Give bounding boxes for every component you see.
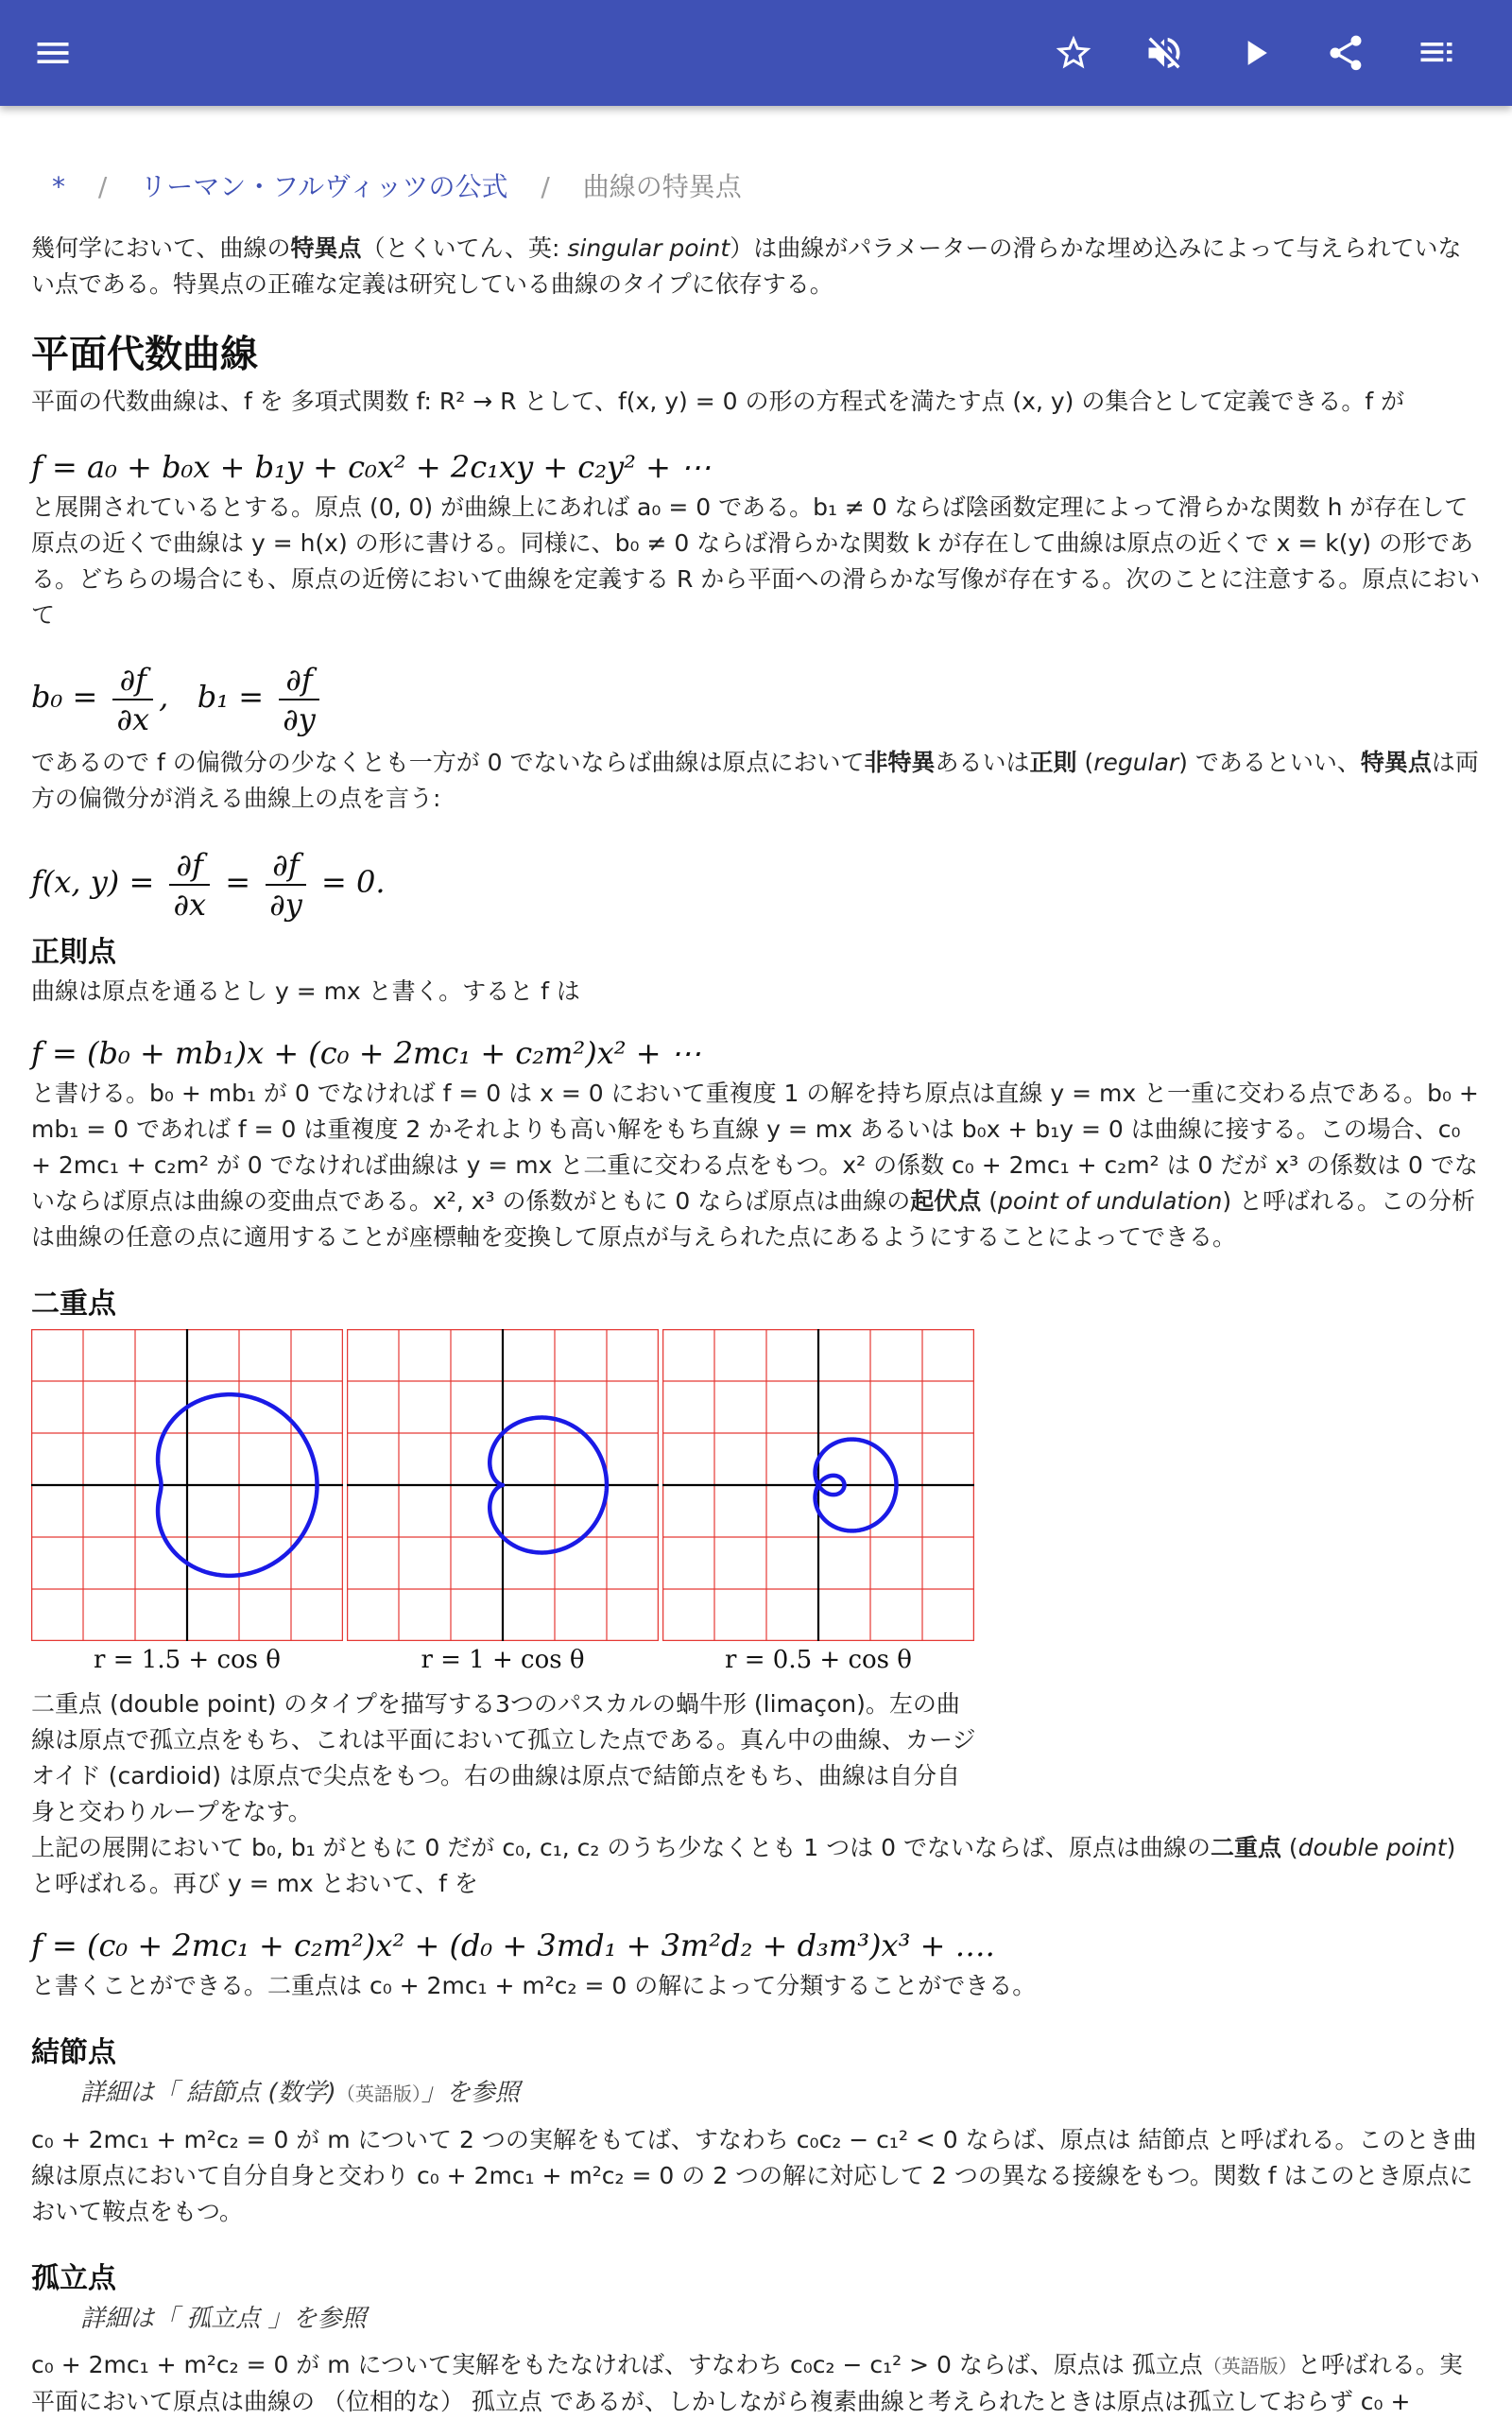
section-heading-regular-points: 正則点 — [31, 936, 116, 969]
node-paragraph: c₀ + 2mc₁ + m²c₂ = 0 が m について 2 つの実解をもてば、すなわち c₀c₂ − c₁² < 0 ならば、原点は 結節点 と呼ばれる。このとき曲線は原点において自分自身と交わり c₀ + 2mc₁ + m²c₂ = 0 の 2 つの解に対応して 2 つの異なる接線をもつ。関数 f はこのとき原点において鞍点をもつ。 — [31, 2126, 1477, 2225]
limacon-caption: r = 1.5 + cos θ — [94, 1646, 281, 1674]
breadcrumb-current: 曲線の特異点 — [582, 171, 742, 202]
breadcrumb-separator: / — [541, 171, 550, 202]
section-heading-isolated-point: 孤立点 — [31, 2262, 116, 2295]
section-heading-plane-curves: 平面代数曲線 — [31, 333, 258, 376]
mute-button[interactable] — [1138, 26, 1191, 79]
figure-description: 二重点 (double point) のタイプを描写する3つのパスカルの蝸牛形 (limaçon)。左の曲線は原点で孤立点をもち、これは平面において孤立した点である。真ん中の曲線、カージオイド (cardioid) は原点で尖点をもつ。右の曲線は原点で結節点をもち、曲線は自分自身と交わりループをなす。 — [31, 1690, 976, 1825]
limacon-panel — [31, 1329, 343, 1679]
article-content — [31, 159, 1481, 2420]
limacon-plot-3 — [662, 1329, 974, 1641]
plane-paragraph-2: と展開されているとする。原点 (0, 0) が曲線上にあれば a₀ = 0 である。b₁ ≠ 0 ならば陰函数定理によって滑らかな関数 h が存在して原点の近くで曲線は y = h(x) の形に書ける。同様に、b₀ ≠ 0 ならば滑らかな関数 k が存在して曲線は原点の近くで x = k(y) の形である。どちらの場合にも、原点の近傍において曲線を定義する R から平面への滑らかな写像が存在する。次のことに注意する。原点において — [31, 493, 1481, 629]
plane-paragraph-3: であるので f の偏微分の少なくとも一方が 0 でないならば曲線は原点において非特異あるいは正則 (regular) であるといい、特異点は両方の偏微分が消える曲線上の点を言う: — [31, 749, 1479, 812]
play-icon — [1234, 32, 1276, 74]
regular-paragraph-1: 曲線は原点を通るとし y = mx と書く。すると f は — [31, 977, 580, 1005]
double-paragraph-1: 上記の展開において b₀, b₁ がともに 0 だが c₀, c₁, c₂ のうち少なくとも 1 つは 0 でないならば、原点は曲線の二重点 (double point) と呼ばれる。再び y = mx とおいて、f を — [31, 1834, 1456, 1897]
limacon-caption: r = 1 + cos θ — [421, 1646, 585, 1674]
list-icon — [1416, 32, 1457, 74]
limacon-figure — [31, 1329, 1481, 1679]
bookmark-button[interactable] — [1047, 26, 1100, 79]
limacon-panel — [347, 1329, 659, 1679]
app-bar — [0, 0, 1512, 106]
star-outline-icon — [1053, 32, 1094, 74]
breadcrumb-separator: / — [97, 171, 108, 202]
equation-partials: b₀ = $\frac{\partial f}{\partial x}$ , b₁ = $\frac{\partial f}{\partial y}$ — [31, 654, 1481, 745]
see-also-isolated[interactable]: 詳細は「 孤立点 」を参照 — [80, 2305, 367, 2333]
menu-icon — [32, 32, 74, 74]
equation-double-point: f = (c₀ + 2mc₁ + c₂m²)x² + (d₀ + 3md₁ + 3m²d₂ + d₃m³)x³ + …. — [31, 1927, 995, 1963]
equation-regular: f = (b₀ + mb₁)x + (c₀ + 2mc₁ + c₂m²)x² + ⋯ — [31, 1035, 701, 1071]
toc-button[interactable] — [1410, 26, 1463, 79]
equation-singular-condition: f(x, y) = $\frac{\partial f}{\partial x}$ = $\frac{\partial f}{\partial y}$ = 0. — [31, 846, 386, 923]
menu-button[interactable] — [26, 26, 79, 79]
play-button[interactable] — [1228, 26, 1281, 79]
double-paragraph-2: と書くことができる。二重点は c₀ + 2mc₁ + m²c₂ = 0 の解によって分類することができる。 — [31, 1972, 1037, 1999]
intro-paragraph: 幾何学において、曲線の特異点（とくいてん、英: singular point）は曲線がパラメーターの滑らかな埋め込みによって与えられていない点である。特異点の正確な定義は研究している曲線のタイプに依存する。 — [31, 234, 1462, 298]
plane-paragraph-1: 平面の代数曲線は、f を 多項式関数 f: R² → R として、f(x, y) = 0 の形の方程式を満たす点 (x, y) の集合として定義できる。f が — [31, 388, 1405, 415]
breadcrumb-parent-link[interactable]: リーマン・フルヴィッツの公式 — [140, 171, 508, 202]
volume-off-icon — [1143, 32, 1185, 74]
limacon-panel — [662, 1329, 974, 1679]
limacon-plot-2 — [347, 1329, 659, 1641]
see-also-node[interactable]: 詳細は「 結節点 (数学)（英語版）」を参照 — [80, 2079, 520, 2107]
breadcrumb — [52, 159, 1481, 216]
breadcrumb-root-link[interactable]: * — [52, 171, 65, 202]
regular-paragraph-2: と書ける。b₀ + mb₁ が 0 でなければ f = 0 は x = 0 において重複度 1 の解を持ち原点は直線 y = mx と一重に交わる点である。b₀ + mb₁ = 0 であれば f = 0 は重複度 2 かそれよりも高い解をもち直線 y = mx あるいは b₀x + b₁y = 0 は曲線に接する。この場合、c₀ + 2mc₁ + c₂m² が 0 でなければ曲線は y = mx と二重に交わる点をもつ。x² の係数 c₀ + 2mc₁ + c₂m² は 0 だが x³ の係数は 0 でないならば原点は曲線の変曲点である。x², x³ の係数がともに 0 ならば原点は曲線の起伏点 (point of undulation) と呼ばれる。この分析は曲線の任意の点に適用することが座標軸を変換して原点が与えられた点にあるようにすることによってできる。 — [31, 1080, 1479, 1251]
share-icon — [1325, 32, 1366, 74]
limacon-caption: r = 0.5 + cos θ — [725, 1646, 912, 1674]
section-heading-double-points: 二重点 — [31, 1288, 116, 1321]
equation-expansion: f = a₀ + b₀x + b₁y + c₀x² + 2c₁xy + c₂y² + ⋯ — [31, 449, 712, 485]
isolated-paragraph: c₀ + 2mc₁ + m²c₂ = 0 が m について実解をもたなければ、すなわち c₀c₂ − c₁² > 0 ならば、原点は 孤立点（英語版）と呼ばれる。実平面において原点は曲線の （位相的な） 孤立点 であるが、しかしながら複素曲線と考えられたときは原点は孤立しておらず c₀ + — [31, 2351, 1463, 2415]
share-button[interactable] — [1319, 26, 1372, 79]
section-heading-node: 結節点 — [31, 2036, 116, 2069]
limacon-plot-1 — [31, 1329, 343, 1641]
